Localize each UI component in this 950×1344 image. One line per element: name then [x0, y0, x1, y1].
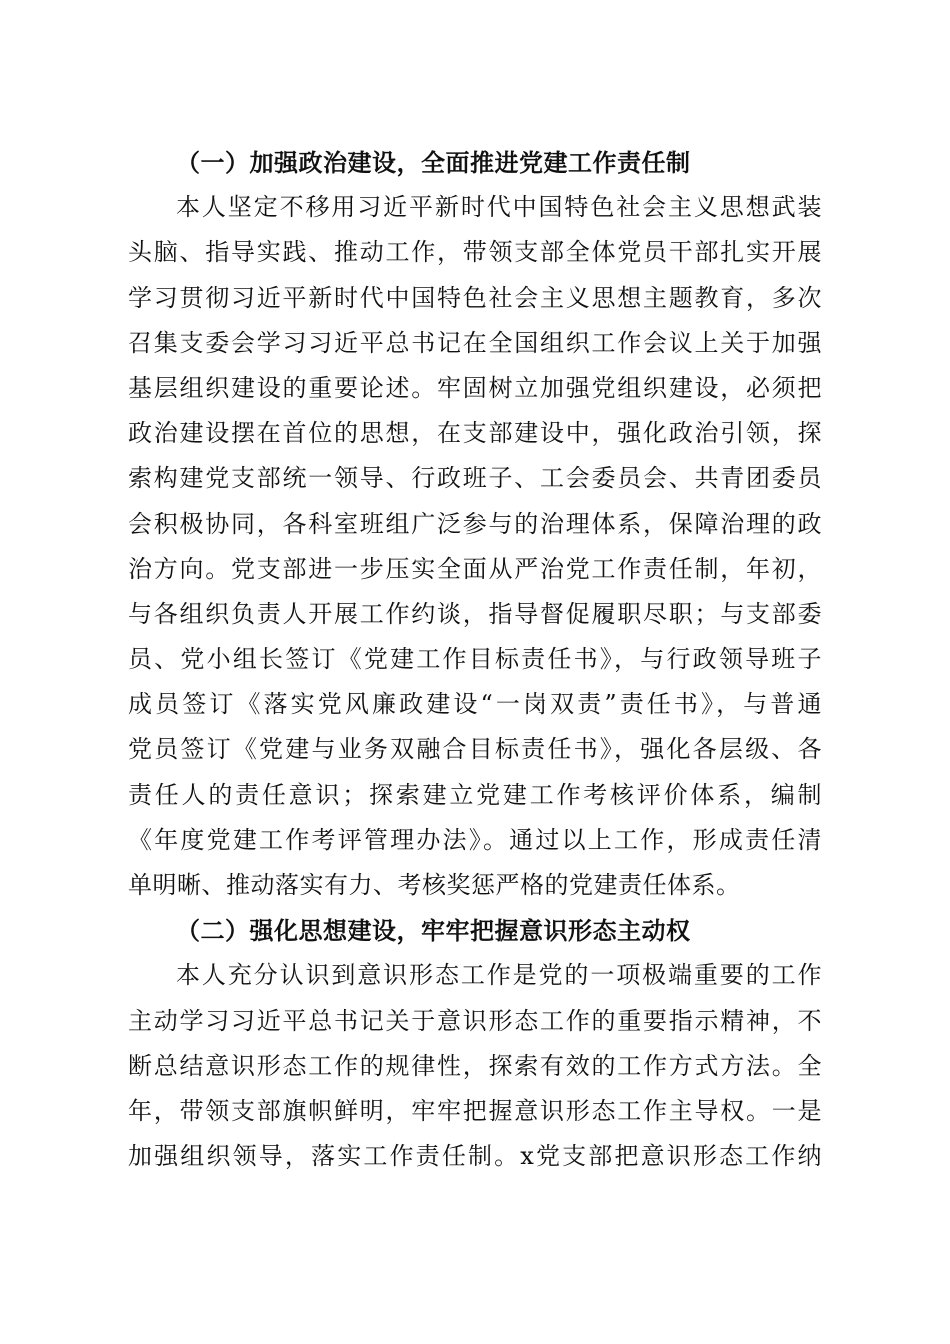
paragraph-line: 会积极协同，各科室班组广泛参与的治理体系，保障治理的政	[128, 509, 822, 538]
document-body	[128, 140, 822, 1179]
paragraph-line: 政治建设摆在首位的思想，在支部建设中，强化政治引领，探	[128, 419, 822, 448]
paragraph-line: 成员签订《落实党风廉政建设“一岗双责”责任书》，与普通	[128, 690, 822, 719]
paragraph-line: 加强组织领导，落实工作责任制。x党支部把意识形态工作纳	[128, 1142, 822, 1171]
paragraph-line: 年，带领支部旗帜鲜明，牢牢把握意识形态工作主导权。一是	[128, 1096, 822, 1125]
paragraph-line: 责任人的责任意识；探索建立党建工作考核评价体系，编制	[128, 780, 822, 809]
paragraph-line: 学习贯彻习近平新时代中国特色社会主义思想主题教育，多次	[128, 283, 822, 312]
section-heading-1: （一）加强政治建设，全面推进党建工作责任制	[176, 148, 691, 177]
paragraph-line: 召集支委会学习习近平总书记在全国组织工作会议上关于加强	[128, 328, 822, 357]
paragraph-line: 治方向。党支部进一步压实全面从严治党工作责任制，年初，	[128, 554, 822, 583]
paragraph-line: 与各组织负责人开展工作约谈，指导督促履职尽职；与支部委	[128, 599, 822, 628]
paragraph-line: 本人充分认识到意识形态工作是党的一项极端重要的工作	[176, 961, 822, 990]
paragraph-1	[128, 185, 822, 908]
paragraph-line: 主动学习习近平总书记关于意识形态工作的重要指示精神，不	[128, 1006, 822, 1035]
paragraph-line: 员、党小组长签订《党建工作目标责任书》，与行政领导班子	[128, 645, 822, 674]
section-heading-2: （二）强化思想建设，牢牢把握意识形态主动权	[176, 916, 691, 946]
paragraph-line: 本人坚定不移用习近平新时代中国特色社会主义思想武装	[176, 193, 822, 222]
paragraph-line: 党员签订《党建与业务双融合目标责任书》，强化各层级、各	[128, 735, 822, 764]
paragraph-line: 头脑、指导实践、推动工作，带领支部全体党员干部扎实开展	[128, 238, 822, 267]
paragraph-line: 断总结意识形态工作的规律性，探索有效的工作方式方法。全	[128, 1051, 822, 1080]
paragraph-line: 基层组织建设的重要论述。牢固树立加强党组织建设，必须把	[128, 373, 822, 402]
paragraph-line: 索构建党支部统一领导、行政班子、工会委员会、共青团委员	[128, 464, 822, 493]
paragraph-2	[128, 953, 822, 1179]
paragraph-line: 单明晰、推动落实有力、考核奖惩严格的党建责任体系。	[128, 871, 741, 899]
paragraph-line: 《年度党建工作考评管理办法》。通过以上工作，形成责任清	[128, 825, 822, 854]
